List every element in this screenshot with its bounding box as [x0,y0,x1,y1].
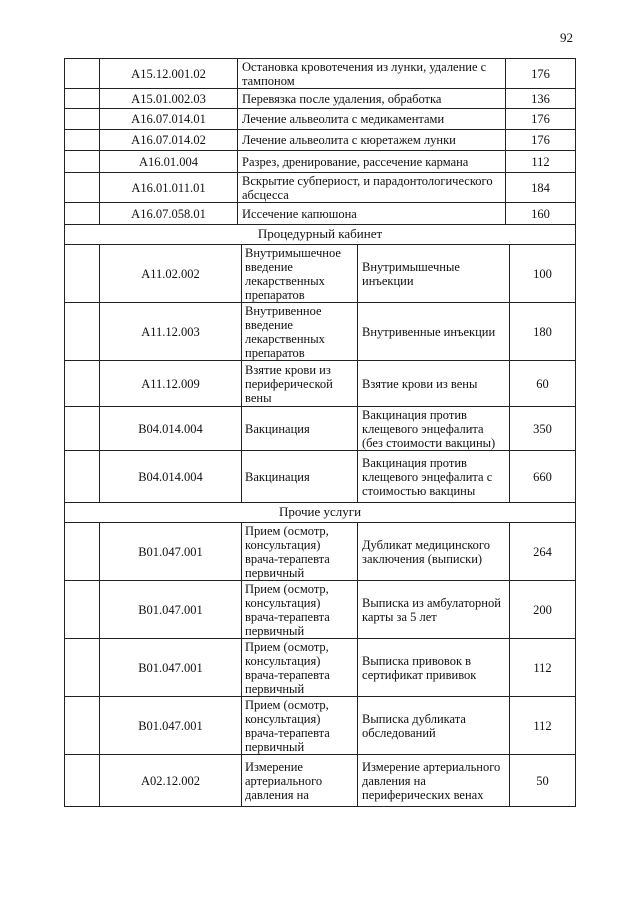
service-code: A11.12.003 [100,303,242,360]
service-code: A02.12.002 [100,755,242,806]
service-price: 264 [533,544,552,559]
table-row [64,581,576,639]
service-price: 180 [533,324,552,339]
table-row [64,697,576,755]
service-code: A16.07.058.01 [100,203,238,224]
service-name: Вакцинация [242,407,358,450]
service-code: A16.01.011.01 [100,173,238,202]
index-cell [65,407,100,450]
index-cell [65,303,100,360]
section-header-row [64,503,576,523]
service-code: B04.014.004 [100,451,242,502]
service-code: A11.12.009 [100,361,242,406]
table-row [64,523,576,581]
table-row [64,58,576,89]
service-name: Внутривенное введение лекарственных препаратов [242,303,358,360]
service-price: 50 [536,773,549,788]
service-name: Вакцинация [242,451,358,502]
service-description: Вакцинация против клещевого энцефалита с стоимостью вакцины [358,451,510,502]
index-cell [65,59,100,88]
service-code: A11.02.002 [100,245,242,302]
table-row [64,203,576,225]
service-name: Прием (осмотр, консультация) врача-терапевта первичный [242,581,358,638]
table-row [64,130,576,151]
service-name: Разрез, дренирование, рассечение кармана [238,151,506,172]
service-description: Выписка дубликата обследований [358,697,510,754]
service-name: Лечение альвеолита с кюретажем лунки [238,130,506,150]
index-cell [65,755,100,806]
service-price: 100 [533,266,552,281]
service-code: A16.07.014.02 [100,130,238,150]
service-description: Вакцинация против клещевого энцефалита (без стоимости вакцины) [358,407,510,450]
service-code: A15.12.001.02 [100,59,238,88]
service-code: A16.01.004 [100,151,238,172]
index-cell [65,89,100,108]
index-cell [65,451,100,502]
service-name: Прием (осмотр, консультация) врача-терапевта первичный [242,697,358,754]
service-name: Лечение альвеолита с медикаментами [238,109,506,129]
table-row [64,89,576,109]
index-cell [65,203,100,224]
service-price: 176 [531,66,550,81]
page-number: 92 [560,30,573,45]
service-name: Прием (осмотр, консультация) врача-терапевта первичный [242,523,358,580]
service-code: B04.014.004 [100,407,242,450]
index-cell [65,361,100,406]
index-cell [65,151,100,172]
service-price: 112 [533,660,552,675]
index-cell [65,697,100,754]
service-price: 660 [533,469,552,484]
index-cell [65,130,100,150]
index-cell [65,109,100,129]
section-title: Процедурный кабинет [257,226,383,241]
table-row [64,109,576,130]
service-price: 160 [531,206,550,221]
service-code: A16.07.014.01 [100,109,238,129]
service-description: Выписка привовок в сертификат прививок [358,639,510,696]
service-name: Взятие крови из периферической вены [242,361,358,406]
service-price: 112 [533,718,552,733]
table-row [64,361,576,407]
service-name: Остановка кровотечения из лунки, удаление с тампоном [238,59,506,88]
service-price: 350 [533,421,552,436]
table-row [64,639,576,697]
service-code: B01.047.001 [100,697,242,754]
section-title: Прочие услуги [278,504,362,519]
table-row [64,173,576,203]
service-description: Дубликат медицинского заключения (выписки) [358,523,510,580]
services-price-table [64,58,576,807]
service-name: Внутримышечное введение лекарственных препаратов [242,245,358,302]
table-row [64,303,576,361]
service-price: 112 [531,154,550,169]
table-row [64,451,576,503]
table-row [64,151,576,173]
section-header-row [64,225,576,245]
service-code: B01.047.001 [100,639,242,696]
service-name: Измерение артериального давления на [242,755,358,806]
service-code: A15.01.002.03 [100,89,238,108]
service-description: Измерение артериального давления на периферических венах [358,755,510,806]
index-cell [65,245,100,302]
service-description: Выписка из амбулаторной карты за 5 лет [358,581,510,638]
service-price: 184 [531,180,550,195]
service-code: B01.047.001 [100,523,242,580]
table-row [64,245,576,303]
index-cell [65,173,100,202]
table-row [64,755,576,807]
index-cell [65,639,100,696]
service-description: Внутривенные инъекции [358,303,510,360]
service-description: Взятие крови из вены [358,361,510,406]
service-price: 60 [536,376,549,391]
index-cell [65,581,100,638]
service-code: B01.047.001 [100,581,242,638]
service-name: Иссечение капюшона [238,203,506,224]
service-price: 136 [531,91,550,106]
table-row [64,407,576,451]
service-price: 176 [531,112,550,126]
service-name: Прием (осмотр, консультация) врача-терапевта первичный [242,639,358,696]
service-name: Перевязка после удаления, обработка [238,89,506,108]
service-name: Вскрытие субпериост, и парадонтологического абсцесса [238,173,506,202]
service-price: 176 [531,133,550,147]
service-description: Внутримышечные инъекции [358,245,510,302]
service-price: 200 [533,602,552,617]
index-cell [65,523,100,580]
